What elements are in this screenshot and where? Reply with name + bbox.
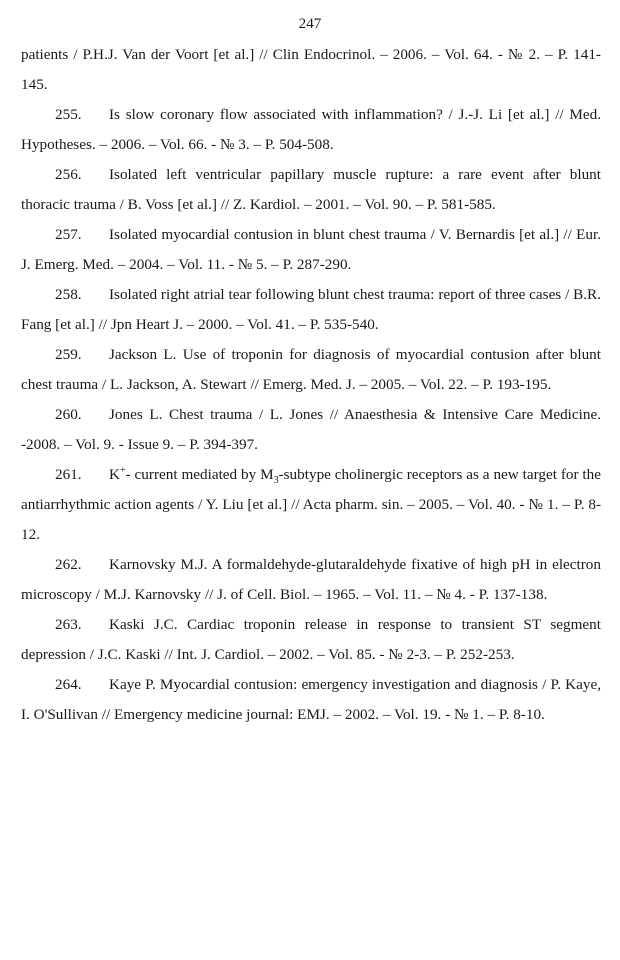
reference-number: 264. xyxy=(55,676,82,693)
reference-text-pre: Kaye P. Myocardial contusion: emergency investigation and diagnosis / P. Kaye, I. O'Sullivan // Emergency medicine journal: EMJ. – 2002. – Vol. 19. - № 1. – P. 8-10. xyxy=(21,676,601,723)
reference-number: 261. xyxy=(55,466,82,483)
reference-text-pre: Is slow coronary flow associated with inflammation? / J.-J. Li [et al.] // Med. Hypotheses. – 2006. – Vol. 66. - № 3. – P. 504-508. xyxy=(21,106,601,153)
reference-number: 260. xyxy=(55,406,82,423)
reference-entry xyxy=(21,460,601,550)
reference-number: 256. xyxy=(55,166,82,183)
reference-number: 257. xyxy=(55,226,82,243)
reference-entry xyxy=(21,280,601,340)
reference-entry xyxy=(21,670,601,730)
page-number: 247 xyxy=(298,15,322,32)
reference-text-pre: Jackson L. Use of troponin for diagnosis of myocardial contusion after blunt chest trauma / L. Jackson, A. Stewart // Emerg. Med. J. – 2005. – Vol. 22. – P. 193-195. xyxy=(21,346,601,393)
reference-number: 258. xyxy=(55,286,82,303)
reference-text-pre: Isolated right atrial tear following blunt chest trauma: report of three cases / B.R. Fang [et al.] // Jpn Heart J. – 2000. – Vol. 41. – P. 535-540. xyxy=(21,286,601,333)
reference-entry xyxy=(21,610,601,670)
reference-entry xyxy=(21,340,601,400)
reference-entry xyxy=(21,160,601,220)
reference-entry xyxy=(21,40,601,100)
reference-entry xyxy=(21,220,601,280)
reference-entry xyxy=(21,400,601,460)
reference-text-post: -subtype cholinergic receptors as a new target for the antiarrhythmic action agents / Y. Liu [et al.] // Acta pharm. sin. – 2005. – Vol. 40. - № 1. – P. 8-12. xyxy=(21,466,601,543)
reference-number: 262. xyxy=(55,556,82,573)
reference-subscript: 3 xyxy=(273,475,279,487)
reference-number: 259. xyxy=(55,346,82,363)
reference-text-pre: Kaski J.C. Cardiac troponin release in response to transient ST segment depression / J.C. Kaski // Int. J. Cardiol. – 2002. – Vol. 85. - № 2-3. – P. 252-253. xyxy=(21,616,601,663)
reference-text-pre: Jones L. Chest trauma / L. Jones // Anaesthesia & Intensive Care Medicine. -2008. – Vol. 9. - Issue 9. – P. 394-397. xyxy=(21,406,601,453)
reference-number: 255. xyxy=(55,106,82,123)
reference-superscript: + xyxy=(119,464,126,476)
reference-text xyxy=(21,46,601,93)
reference-number: 263. xyxy=(55,616,82,633)
reference-text-pre: Karnovsky M.J. A formaldehyde-glutaraldehyde fixative of high pH in electron microscopy / M.J. Karnovsky // J. of Cell. Biol. – 1965. – Vol. 11. – № 4. - P. 137-138. xyxy=(21,556,601,603)
reference-text-pre: Isolated myocardial contusion in blunt chest trauma / V. Bernardis [et al.] // Eur. J. Emerg. Med. – 2004. – Vol. 11. - № 5. – P. 287-290. xyxy=(21,226,601,273)
reference-entry xyxy=(21,100,601,160)
reference-text-pre: K xyxy=(109,466,120,483)
reference-list xyxy=(21,40,601,730)
reference-text-mid: - current mediated by M xyxy=(125,466,274,483)
reference-text-pre: patients / P.H.J. Van der Voort [et al.] // Clin Endocrinol. – 2006. – Vol. 64. - № 2. – P. 141-145. xyxy=(21,46,601,93)
reference-text-pre: Isolated left ventricular papillary muscle rupture: a rare event after blunt thoracic trauma / B. Voss [et al.] // Z. Kardiol. – 2001. – Vol. 90. – P. 581-585. xyxy=(21,166,601,213)
reference-entry xyxy=(21,550,601,610)
